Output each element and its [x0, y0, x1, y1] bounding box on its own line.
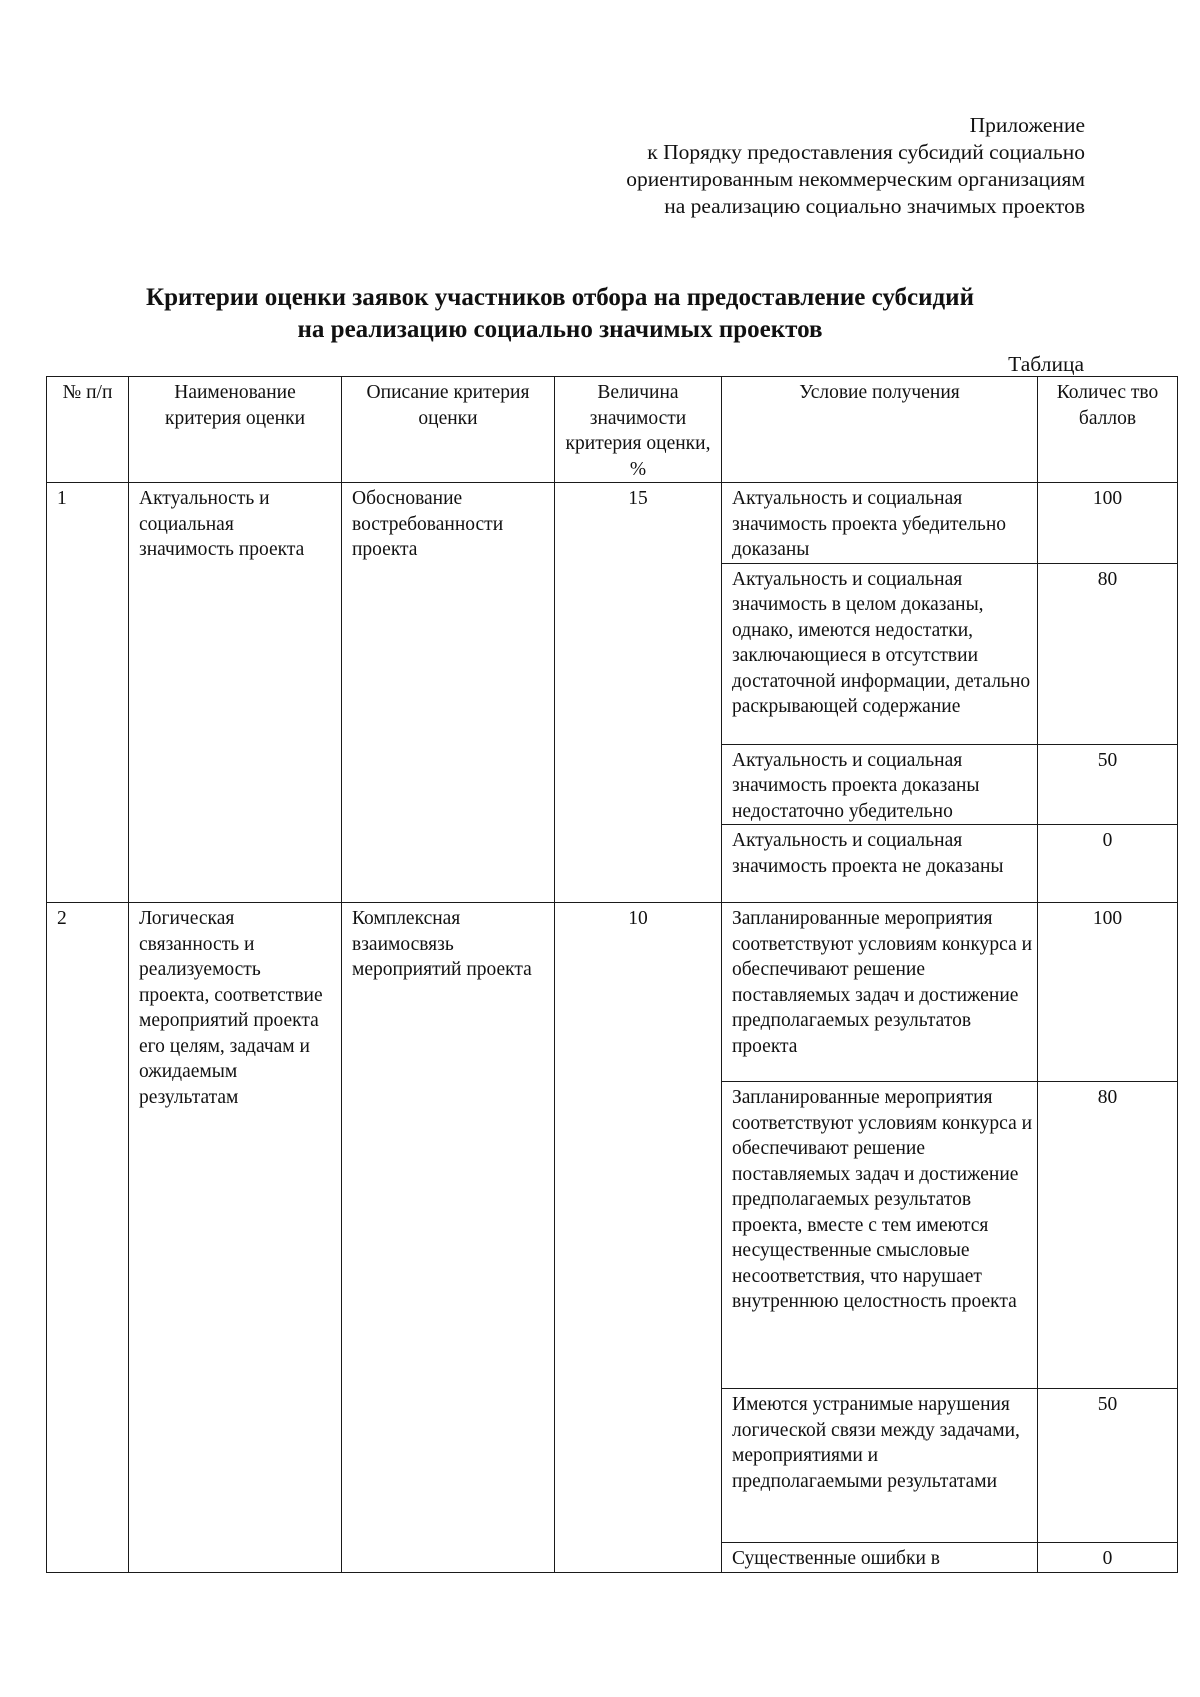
criterion-name: Логическая связанность и реализуемость проекта, соответствие мероприятий проекта его целям, задачам и ожидаемым результатам [129, 903, 342, 1573]
appendix-line: на реализацию социально значимых проектов [664, 194, 1085, 218]
table-row [47, 903, 1178, 1082]
criterion-weight: 10 [555, 903, 722, 1573]
document-title [60, 282, 1060, 346]
appendix-block [445, 112, 1085, 220]
condition-points: 0 [1038, 825, 1178, 903]
criterion-num: 2 [47, 903, 129, 1573]
title-line: на реализацию социально значимых проектов [297, 316, 823, 343]
header-description: Описание критерия оценки [342, 377, 555, 483]
condition-text: Актуальность и социальная значимость проекта доказаны недостаточно убедительно [722, 744, 1038, 825]
header-condition: Условие получения [722, 377, 1038, 483]
header-name: Наименование критерия оценки [129, 377, 342, 483]
criterion-name: Актуальность и социальная значимость проекта [129, 483, 342, 903]
condition-points: 80 [1038, 563, 1178, 744]
condition-points: 50 [1038, 1389, 1178, 1543]
condition-points: 50 [1038, 744, 1178, 825]
header-num: № п/п [47, 377, 129, 483]
title-line: Критерии оценки заявок участников отбора на предоставление субсидий [146, 284, 974, 311]
criterion-description: Обоснование востребованности проекта [342, 483, 555, 903]
criterion-weight: 15 [555, 483, 722, 903]
condition-text: Актуальность и социальная значимость в целом доказаны, однако, имеются недостатки, заключающиеся в отсутствии достаточной информации, детально раскрывающей содержание [722, 563, 1038, 744]
appendix-line: ориентированным некоммерческим организациям [626, 167, 1085, 191]
condition-points: 100 [1038, 483, 1178, 564]
criterion-description: Комплексная взаимосвязь мероприятий проекта [342, 903, 555, 1573]
table-row [47, 483, 1178, 564]
condition-points: 80 [1038, 1082, 1178, 1389]
condition-points: 100 [1038, 903, 1178, 1082]
condition-text: Запланированные мероприятия соответствуют условиям конкурса и обеспечивают решение поставляемых задач и достижение предполагаемых результатов проекта [722, 903, 1038, 1082]
header-weight: Величина значимости критерия оценки, % [555, 377, 722, 483]
condition-text: Актуальность и социальная значимость проекта не доказаны [722, 825, 1038, 903]
appendix-line: Приложение [969, 113, 1085, 137]
condition-text: Имеются устранимые нарушения логической связи между задачами, мероприятиями и предполагаемыми результатами [722, 1389, 1038, 1543]
condition-text: Существенные ошибки в [722, 1543, 1038, 1573]
table-header-row [47, 377, 1178, 483]
header-points: Количес тво баллов [1038, 377, 1178, 483]
table-caption: Таблица [1008, 352, 1084, 376]
criterion-num: 1 [47, 483, 129, 903]
criteria-table [46, 376, 1178, 1573]
condition-text: Актуальность и социальная значимость проекта убедительно доказаны [722, 483, 1038, 564]
condition-points: 0 [1038, 1543, 1178, 1573]
condition-text: Запланированные мероприятия соответствуют условиям конкурса и обеспечивают решение поставляемых задач и достижение предполагаемых результатов проекта, вместе с тем имеются несущественные смысловые несоответствия, что нарушает внутреннюю целостность проекта [722, 1082, 1038, 1389]
appendix-line: к Порядку предоставления субсидий социально [647, 140, 1085, 164]
